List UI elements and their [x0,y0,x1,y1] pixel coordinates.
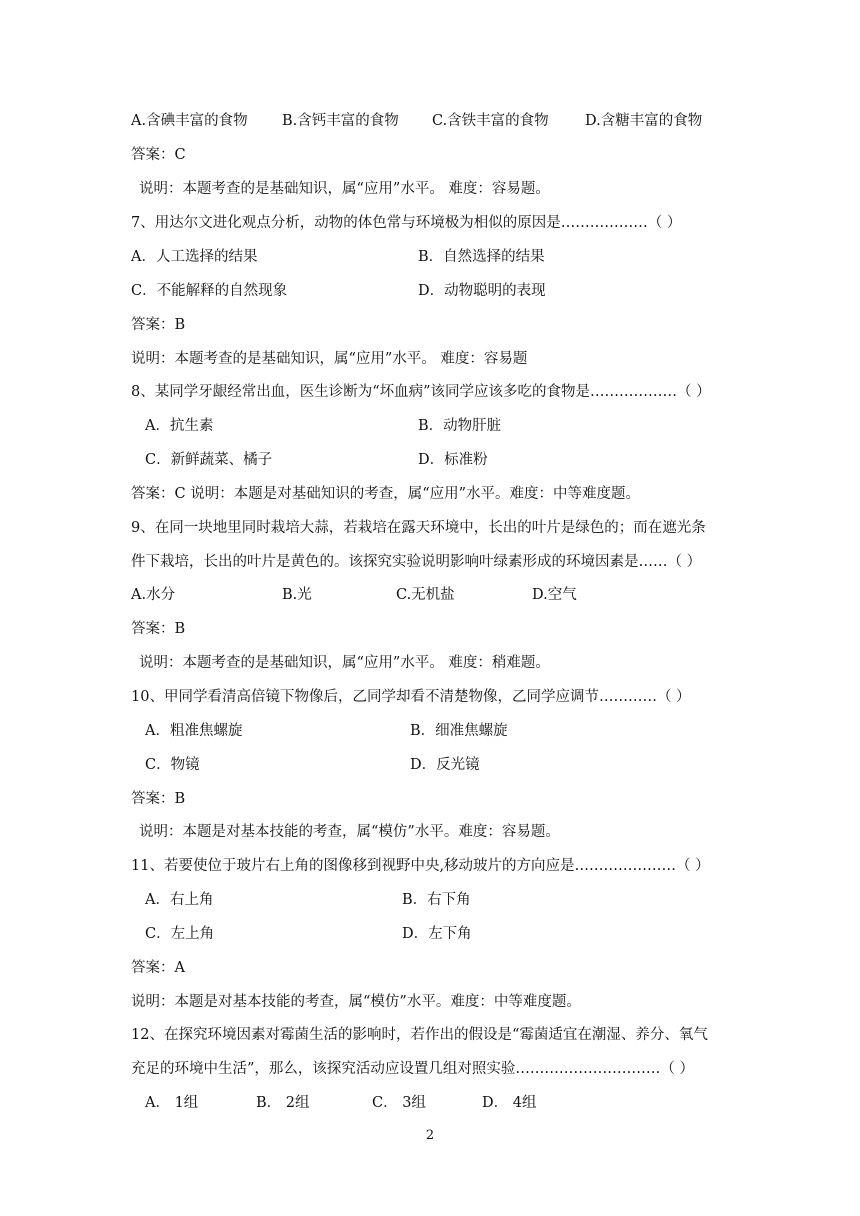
q10-option-c: C．物镜 [145,757,200,773]
q9-stem-line2: 件下栽培，长出的叶片是黄色的。该探究实验说明影响叶绿素形成的环境因素是……（ ） [131,554,702,570]
q11-option-d: D．左下角 [402,926,472,942]
q11-answer: 答案：A [131,960,185,976]
q12-option-d: D． 4组 [482,1095,537,1111]
q6-option-b: B.含钙丰富的食物 [282,113,399,129]
q6-note: 说明：本题考查的是基础知识，属“应用”水平。 难度：容易题。 [139,181,550,197]
q9-option-b: B.光 [282,587,312,603]
q12-option-b: B． 2组 [256,1095,310,1111]
q12-option-c: C． 3组 [372,1095,426,1111]
q10-answer: 答案：B [131,791,186,807]
q8-option-c: C．新鲜蔬菜、橘子 [145,452,273,468]
q9-stem-line1: 9、在同一块地里同时栽培大蒜，若栽培在露天环境中，长出的叶片是绿色的；而在遮光条 [131,520,706,536]
q6-option-c: C.含铁丰富的食物 [432,113,549,129]
q8-option-a: A．抗生素 [145,418,214,434]
q9-option-a: A.水分 [131,587,176,603]
q7-option-b: B．自然选择的结果 [418,249,545,265]
q11-note: 说明：本题是对基本技能的考查，属“模仿”水平。难度：中等难度题。 [131,994,581,1010]
page-number: 2 [425,1128,435,1143]
q6-option-a: A.含碘丰富的食物 [131,113,248,129]
q12-option-a: A． 1组 [145,1095,199,1111]
q7-option-a: A．人工选择的结果 [131,249,258,265]
q11-option-c: C．左上角 [145,926,215,942]
q9-option-d: D.空气 [532,587,577,603]
q11-stem: 11、若要使位于玻片右上角的图像移到视野中央,移动玻片的方向应是…………………（ ） [131,858,710,874]
q11-option-a: A．右上角 [145,892,214,908]
q7-answer: 答案：B [131,317,186,333]
q7-option-d: D．动物聪明的表现 [418,283,546,299]
q6-answer: 答案：C [131,147,186,163]
q8-stem: 8、某同学牙龈经常出血，医生诊断为“坏血病”该同学应该多吃的食物是………………（ ） [131,384,711,400]
q9-note: 说明：本题考查的是基础知识，属“应用”水平。 难度：稍难题。 [139,655,550,671]
q12-stem-line1: 12、在探究环境因素对霉菌生活的影响时，若作出的假设是“霉菌适宜在潮湿、养分、氧气 [131,1027,708,1043]
q8-option-d: D．标准粉 [418,452,488,468]
q10-stem: 10、甲同学看清高倍镜下物像后，乙同学却看不清楚物像，乙同学应调节…………（ ） [131,689,691,705]
q8-answer-note: 答案：C 说明：本题是对基础知识的考查，属“应用”水平。难度：中等难度题。 [131,486,641,502]
q10-option-a: A．粗准焦螺旋 [145,723,243,739]
q7-stem: 7、用达尔文进化观点分析，动物的体色常与环境极为相似的原因是………………（ ） [131,215,682,231]
q10-option-d: D．反光镜 [410,757,480,773]
q6-option-d: D.含糖丰富的食物 [585,113,703,129]
q8-option-b: B．动物肝脏 [418,418,502,434]
q7-note: 说明：本题考查的是基础知识，属“应用”水平。 难度：容易题 [131,351,528,367]
q9-option-c: C.无机盐 [396,587,455,603]
q9-answer: 答案：B [131,621,186,637]
q10-option-b: B．细准焦螺旋 [410,723,508,739]
q7-option-c: C．不能解释的自然现象 [131,283,288,299]
q11-option-b: B．右下角 [402,892,471,908]
q12-stem-line2: 充足的环境中生活”，那么，该探究活动应设置几组对照实验…………………………（ ） [131,1061,695,1077]
q10-note: 说明：本题是对基本技能的考查，属“模仿”水平。难度：容易题。 [139,824,560,840]
